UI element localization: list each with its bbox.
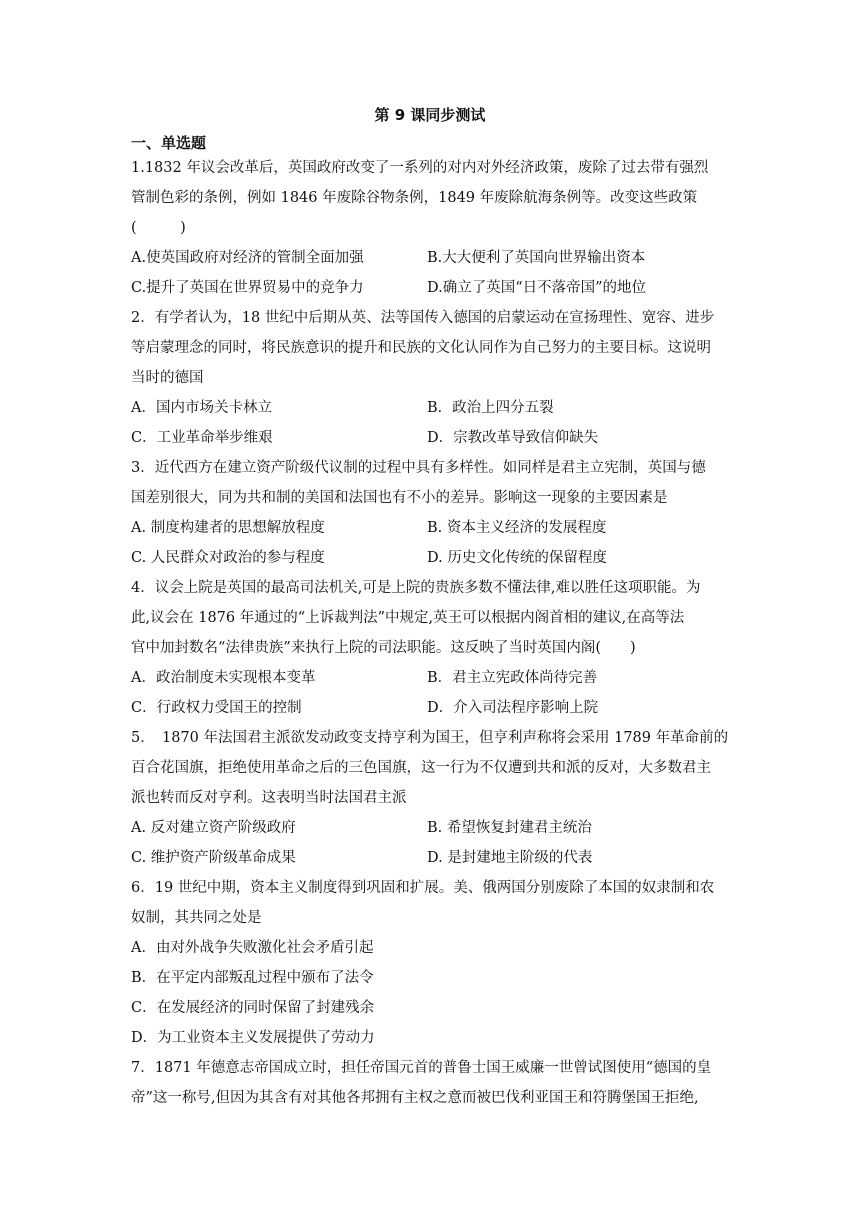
option-c: C. 人民群众对政治的参与程度 <box>131 550 325 566</box>
question-stem-continued: 管制色彩的条例，例如 1846 年废除谷物条例，1849 年废除航海条例等。改变这些政策 <box>131 190 698 206</box>
option-c: C.提升了英国在世界贸易中的竞争力 <box>131 280 364 296</box>
question-stem: 6．19 世纪中期，资本主义制度得到巩固和扩展。美、俄两国分别废除了本国的奴隶制和农 <box>131 880 715 896</box>
option-a: A. 制度构建者的思想解放程度 <box>131 520 325 536</box>
question-stem-continued: 国差别很大，同为共和制的美国和法国也有不小的差异。影响这一现象的主要因素是 <box>131 490 668 506</box>
option-d: D. 历史文化传统的保留程度 <box>427 550 607 566</box>
option-b: B．君主立宪政体尚待完善 <box>427 670 598 686</box>
option-a: A.使英国政府对经济的管制全面加强 <box>131 250 364 266</box>
option-b: B.大大便利了英国向世界输出资本 <box>427 250 646 266</box>
option-b: B. 希望恢复封建君主统治 <box>427 820 592 836</box>
option-c: C. 维护资产阶级革命成果 <box>131 850 296 866</box>
question-stem: 4．议会上院是英国的最高司法机关,可是上院的贵族多数不懂法律,难以胜任这项职能。为 <box>131 580 701 596</box>
option-b: B．在平定内部叛乱过程中颁布了法令 <box>131 970 374 986</box>
option-d: D．介入司法程序影响上院 <box>427 700 599 716</box>
question-stem: 3．近代西方在建立资产阶级代议制的过程中具有多样性。如同样是君主立宪制，英国与德 <box>131 460 706 476</box>
option-a: A. 反对建立资产阶级政府 <box>131 820 296 836</box>
option-a: A．由对外战争失败激化社会矛盾引起 <box>131 940 374 956</box>
question-stem: 5． 1870 年法国君主派欲发动政变支持亨利为国王，但亨利声称将会采用 1789 年革命前的 <box>131 730 729 746</box>
option-a: A．政治制度未实现根本变革 <box>131 670 316 686</box>
option-c: C．工业革命举步维艰 <box>131 430 273 446</box>
question-stem-continued: 当时的德国 <box>131 370 204 386</box>
option-c: C．行政权力受国王的控制 <box>131 700 302 716</box>
question-stem: 7．1871 年德意志帝国成立时，担任帝国元首的普鲁士国王威廉一世曾试图使用“德国的皇 <box>131 1060 712 1076</box>
option-d: D. 是封建地主阶级的代表 <box>427 850 593 866</box>
option-d: D．为工业资本主义发展提供了劳动力 <box>131 1030 375 1046</box>
option-d: D．宗教改革导致信仰缺失 <box>427 430 599 446</box>
question-stem-continued: 官中加封数名“法律贵族”来执行上院的司法职能。这反映了当时英国内阁( ) <box>131 640 636 656</box>
option-b: B．政治上四分五裂 <box>427 400 554 416</box>
option-a: A．国内市场关卡林立 <box>131 400 272 416</box>
page-title: 第 9 课同步测试 <box>374 106 486 124</box>
question-stem: 1.1832 年议会改革后，英国政府改变了一系列的对内对外经济政策，废除了过去带有强烈 <box>131 160 709 176</box>
option-d: D.确立了英国“日不落帝国”的地位 <box>427 280 647 296</box>
question-stem-continued: 派也转而反对亨利。这表明当时法国君主派 <box>131 790 407 806</box>
question-stem-continued: 此,议会在 1876 年通过的“上诉裁判法”中规定,英王可以根据内阁首相的建议,在高等法 <box>131 610 685 626</box>
option-b: B. 资本主义经济的发展程度 <box>427 520 607 536</box>
question-stem-continued: 奴制，其共同之处是 <box>131 910 262 926</box>
question-stem-continued: 等启蒙理念的同时，将民族意识的提升和民族的文化认同作为自己努力的主要目标。这说明 <box>131 340 711 356</box>
question-stem-continued: ( ) <box>131 220 186 236</box>
question-stem-continued: 百合花国旗，拒绝使用革命之后的三色国旗，这一行为不仅遭到共和派的反对，大多数君主 <box>131 760 711 776</box>
question-stem: 2．有学者认为，18 世纪中后期从英、法等国传入德国的启蒙运动在宣扬理性、宽容、进步 <box>131 310 715 326</box>
question-stem-continued: 帝”这一称号,但因为其含有对其他各邦拥有主权之意而被巴伐利亚国王和符腾堡国王拒绝, <box>131 1090 699 1106</box>
section-heading: 一、单选题 <box>131 134 207 152</box>
option-c: C．在发展经济的同时保留了封建残余 <box>131 1000 375 1016</box>
